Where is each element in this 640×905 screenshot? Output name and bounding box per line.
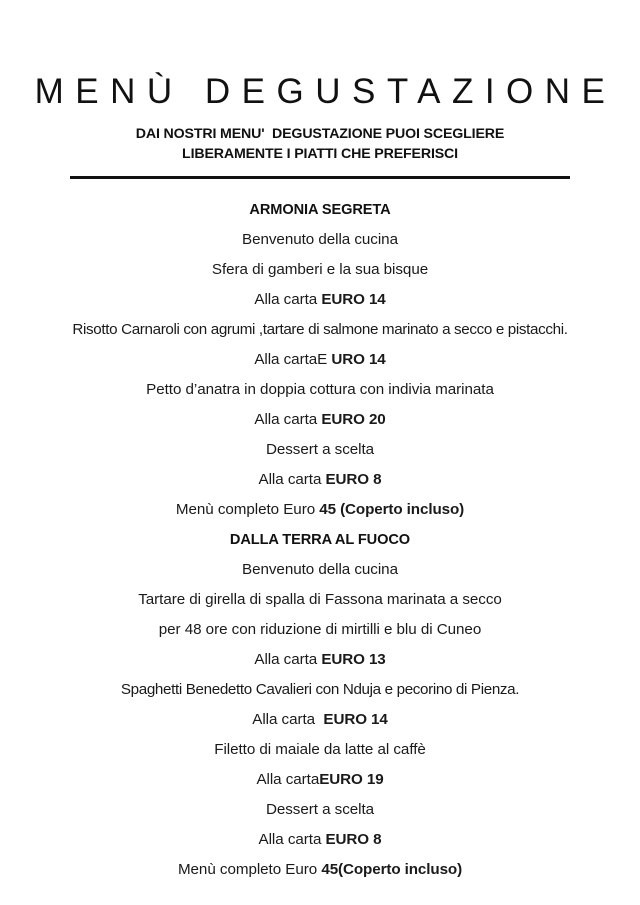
line-price: EURO 8 — [325, 830, 382, 848]
line-text: Filetto di maiale da latte al caffè — [214, 740, 426, 758]
menu-sections — [0, 179, 640, 885]
line-text: Alla carta — [258, 470, 326, 488]
line-text: Alla carta — [254, 410, 322, 428]
menu-dish-line — [0, 585, 640, 615]
menu-section — [0, 195, 640, 525]
line-text: Dessert a scelta — [265, 800, 375, 818]
page-title: MENÙ DEGUSTAZIONE — [34, 72, 617, 111]
line-price: EURO 14 — [321, 290, 386, 308]
line-text: per 48 ore con riduzione di mirtilli e blu di Cuneo — [158, 620, 482, 638]
menu-dish-line — [0, 315, 640, 345]
menu-price-line — [0, 285, 640, 315]
menu-dish-line — [0, 795, 640, 825]
line-price: EURO 19 — [319, 770, 384, 788]
line-text: Spaghetti Benedetto Cavalieri con Nduja e pecorino di Pienza. — [120, 680, 520, 698]
line-text: Alla carta — [252, 710, 324, 728]
menu-price-line — [0, 405, 640, 435]
line-text: Dessert a scelta — [265, 440, 375, 458]
line-text: Alla carta — [254, 290, 322, 308]
menu-dish-line — [0, 675, 640, 705]
menu-dish-line — [0, 225, 640, 255]
line-text: Sfera di gamberi e la sua bisque — [211, 260, 429, 278]
line-price: EURO 13 — [321, 650, 386, 668]
menu-price-line — [0, 465, 640, 495]
menu-price-line — [0, 765, 640, 795]
line-text: Alla carta — [256, 770, 320, 788]
menu-price-line — [0, 855, 640, 885]
line-text: Menù completo Euro — [175, 500, 320, 518]
menu-dish-line — [0, 555, 640, 585]
menu-dish-line — [0, 435, 640, 465]
menu-price-line — [0, 825, 640, 855]
line-text: Petto d’anatra in doppia cottura con indivia marinata — [146, 380, 494, 398]
menu-dish-line — [0, 615, 640, 645]
line-price: URO 14 — [331, 350, 386, 368]
line-price: 45 (Coperto incluso) — [319, 500, 465, 518]
menu-price-line — [0, 345, 640, 375]
line-price: 45(Coperto incluso) — [321, 860, 463, 878]
subtitle-line-1: DAI NOSTRI MENU' DEGUSTAZIONE PUOI SCEGLIERE — [135, 125, 505, 142]
line-text: Alla cartaE — [254, 350, 332, 368]
line-text: Benvenuto della cucina — [242, 230, 398, 248]
section-title: ARMONIA SEGRETA — [249, 201, 391, 218]
menu-section — [0, 525, 640, 885]
line-price: EURO 14 — [323, 710, 388, 728]
menu-dish-line — [0, 255, 640, 285]
line-text: Benvenuto della cucina — [242, 560, 398, 578]
line-price: EURO 20 — [321, 410, 386, 428]
menu-price-line — [0, 705, 640, 735]
line-text: Alla carta — [254, 650, 322, 668]
subtitle-line-2: LIBERAMENTE I PIATTI CHE PREFERISCI — [182, 145, 458, 162]
menu-price-line — [0, 645, 640, 675]
line-text: Menù completo Euro — [177, 860, 322, 878]
line-text: Risotto Carnaroli con agrumi ,tartare di salmone marinato a secco e pistacchi. — [72, 320, 568, 338]
menu-header — [0, 0, 640, 179]
menu-dish-line — [0, 735, 640, 765]
menu-dish-line — [0, 375, 640, 405]
menu-price-line — [0, 495, 640, 525]
line-text: Tartare di girella di spalla di Fassona marinata a secco — [138, 590, 502, 608]
line-text: Alla carta — [258, 830, 326, 848]
line-price: EURO 8 — [325, 470, 382, 488]
section-title: DALLA TERRA AL FUOCO — [229, 531, 411, 548]
